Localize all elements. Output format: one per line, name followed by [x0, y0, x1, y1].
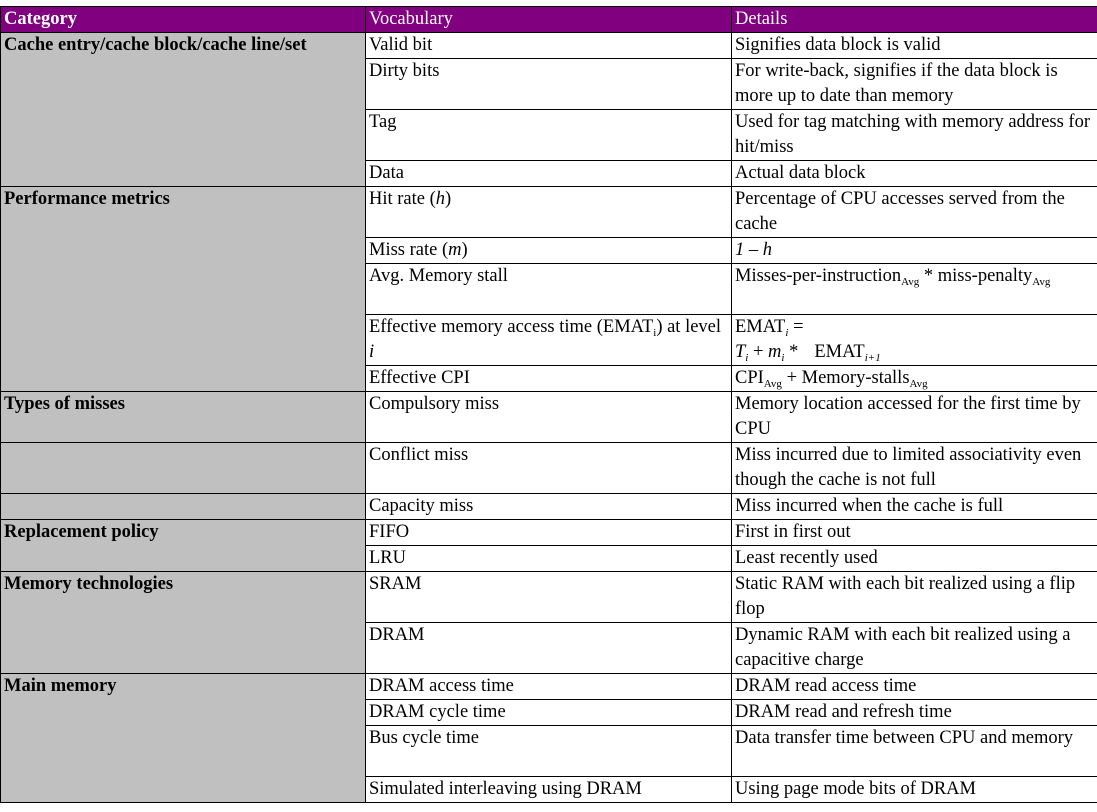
details-cell: 1 – h	[732, 238, 1097, 264]
vocab-var: m	[448, 240, 462, 260]
formula-text: EMAT	[735, 317, 786, 337]
details-cell: Percentage of CPU accesses served from the cache	[732, 187, 1097, 238]
header-vocabulary: Vocabulary	[366, 7, 732, 33]
vocab-cell: Avg. Memory stall	[366, 264, 732, 315]
vocab-cell	[366, 187, 732, 238]
details-cell: Least recently used	[732, 546, 1097, 572]
formula-sub: Avg	[1032, 276, 1051, 288]
vocab-cell: Capacity miss	[366, 494, 732, 520]
vocab-cell: Tag	[366, 110, 732, 161]
details-cell: Signifies data block is valid	[732, 33, 1097, 59]
details-cell: For write-back, signifies if the data block is more up to date than memory	[732, 59, 1097, 110]
vocab-cell: DRAM access time	[366, 674, 732, 700]
vocab-cell: DRAM	[366, 623, 732, 674]
details-cell: Miss incurred due to limited associativity even though the cache is not full	[732, 443, 1097, 494]
details-cell	[732, 315, 1097, 366]
vocab-text: Effective memory access time (EMAT	[369, 317, 654, 337]
details-cell: First in first out	[732, 520, 1097, 546]
formula-text: *	[784, 342, 799, 362]
formula-sub: Avg	[909, 378, 928, 390]
category-cell: Main memory	[1, 674, 366, 803]
table-row	[1, 572, 1097, 623]
formula-line	[735, 340, 1095, 365]
details-cell: Data transfer time between CPU and memory	[732, 726, 1097, 777]
header-row	[1, 7, 1097, 33]
details-cell: Static RAM with each bit realized using a flip flop	[732, 572, 1097, 623]
vocab-cell: Compulsory miss	[366, 392, 732, 443]
formula-text: =	[788, 317, 804, 337]
formula-var: T	[735, 342, 746, 362]
formula-text: Misses-per-instruction	[735, 266, 902, 286]
category-cell: Cache entry/cache block/cache line/set	[1, 33, 366, 187]
details-cell: Used for tag matching with memory address for hit/miss	[732, 110, 1097, 161]
vocab-text: Miss rate (	[369, 240, 449, 260]
formula-sub: Avg	[763, 378, 782, 390]
vocab-text: ) at level	[656, 317, 722, 337]
table-row	[1, 33, 1097, 59]
category-cell: Types of misses	[1, 392, 366, 443]
vocab-var: i	[369, 342, 375, 362]
vocab-cell: SRAM	[366, 572, 732, 623]
table-row	[1, 443, 1097, 494]
vocab-cell: FIFO	[366, 520, 732, 546]
vocab-sub: i	[653, 327, 657, 339]
formula-text: + Memory-stalls	[781, 368, 910, 388]
formula-sub: i+1	[864, 352, 881, 364]
category-cell-empty	[1, 494, 366, 520]
cache-vocabulary-table	[0, 6, 1097, 803]
header-category: Category	[1, 7, 366, 33]
formula-var: m	[768, 342, 782, 362]
vocab-cell: Bus cycle time	[366, 726, 732, 777]
formula-sub: i	[785, 327, 789, 339]
formula-text: EMAT	[814, 342, 865, 362]
vocab-cell: Valid bit	[366, 33, 732, 59]
table-row	[1, 392, 1097, 443]
formula-sub: i	[745, 352, 749, 364]
vocab-text: )	[445, 189, 452, 209]
formula-text: +	[748, 342, 769, 362]
details-cell: Using page mode bits of DRAM	[732, 777, 1097, 803]
vocab-cell: LRU	[366, 546, 732, 572]
vocab-cell: Simulated interleaving using DRAM	[366, 777, 732, 803]
vocab-text: Hit rate (	[369, 189, 436, 209]
vocab-cell: Conflict miss	[366, 443, 732, 494]
vocab-cell	[366, 315, 732, 366]
details-cell	[732, 366, 1097, 392]
details-cell: DRAM read access time	[732, 674, 1097, 700]
table-row	[1, 494, 1097, 520]
formula-text: * miss-penalty	[919, 266, 1033, 286]
category-cell: Replacement policy	[1, 520, 366, 572]
category-cell-empty	[1, 443, 366, 494]
vocab-cell: Dirty bits	[366, 59, 732, 110]
formula-text: CPI	[735, 368, 764, 388]
details-cell: Miss incurred when the cache is full	[732, 494, 1097, 520]
vocab-cell: Data	[366, 161, 732, 187]
details-cell: DRAM read and refresh time	[732, 700, 1097, 726]
vocab-cell: Effective CPI	[366, 366, 732, 392]
vocab-cell: DRAM cycle time	[366, 700, 732, 726]
formula-sub: i	[781, 352, 785, 364]
category-cell: Performance metrics	[1, 187, 366, 392]
details-cell: Dynamic RAM with each bit realized using a capacitive charge	[732, 623, 1097, 674]
details-cell: Actual data block	[732, 161, 1097, 187]
details-cell: Memory location accessed for the first time by CPU	[732, 392, 1097, 443]
formula-sub: Avg	[901, 276, 920, 288]
category-cell: Memory technologies	[1, 572, 366, 674]
table-row	[1, 520, 1097, 546]
vocab-cell	[366, 238, 732, 264]
header-details: Details	[732, 7, 1097, 33]
table-row	[1, 187, 1097, 238]
formula-line	[735, 315, 1095, 340]
vocab-var: h	[435, 189, 446, 209]
table-row	[1, 674, 1097, 700]
vocab-text: )	[461, 240, 468, 260]
details-cell	[732, 264, 1097, 315]
